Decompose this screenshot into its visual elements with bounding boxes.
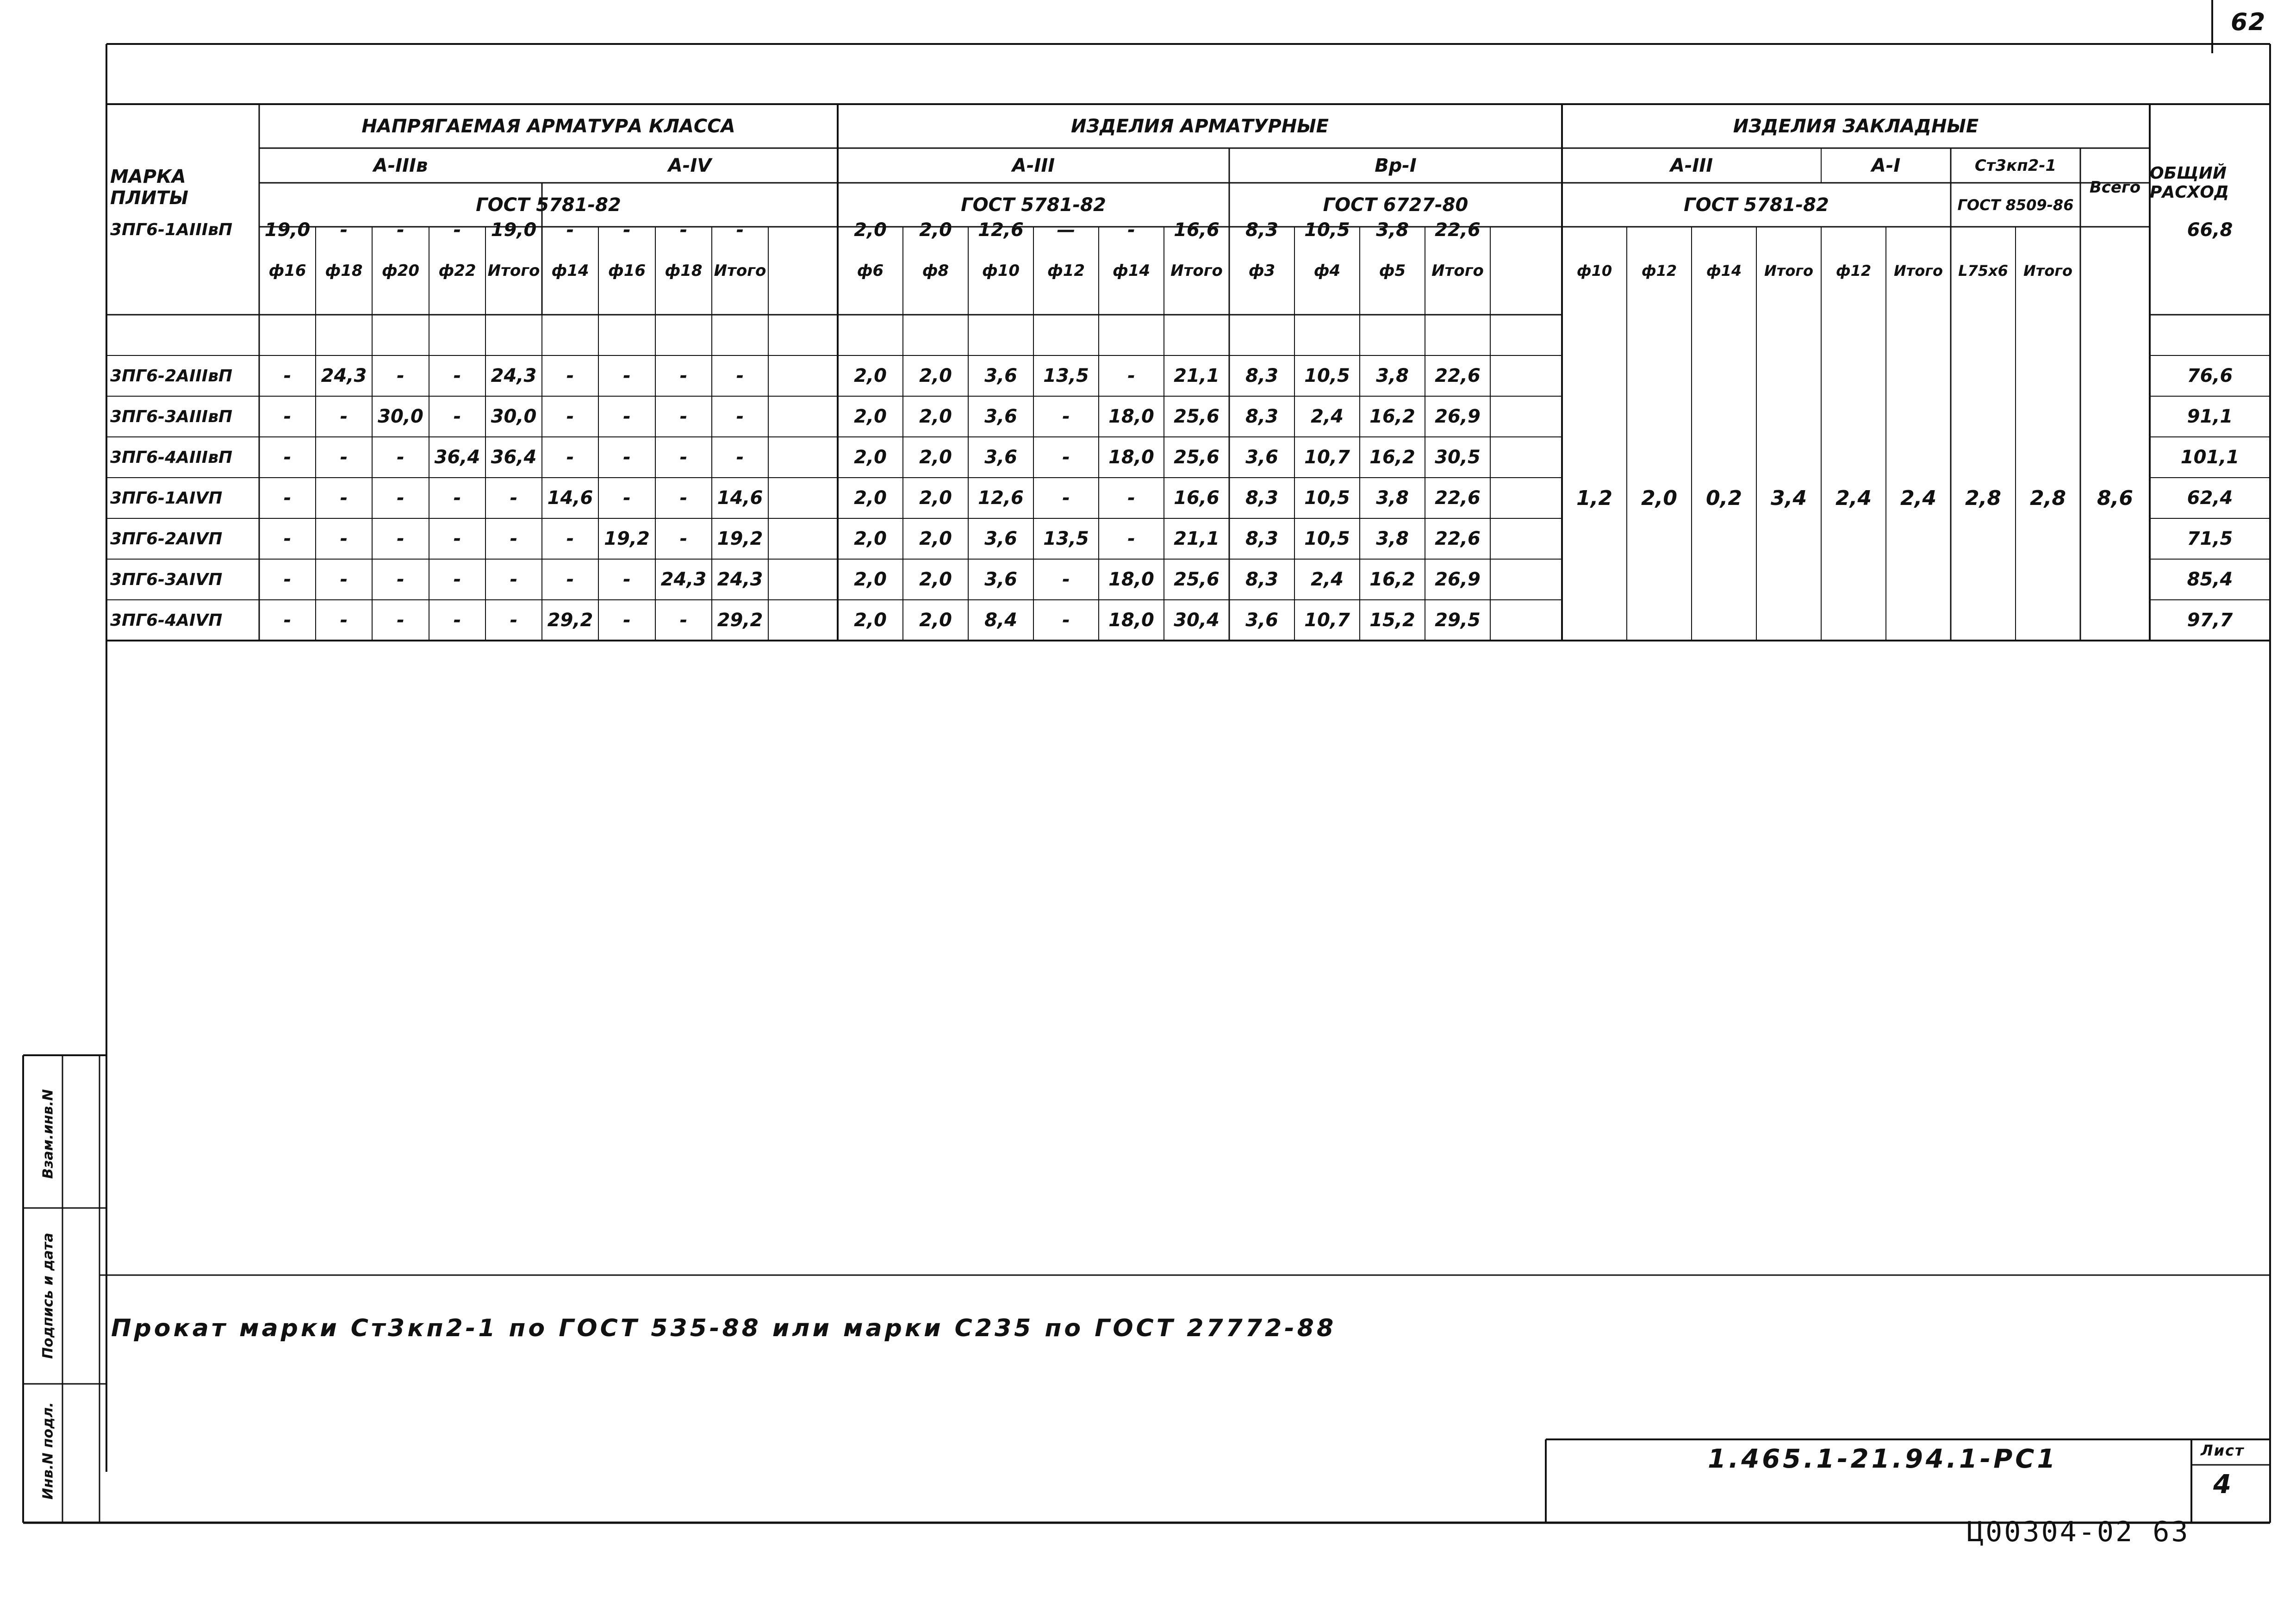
t1-row-napr-value: - [510,487,518,509]
t1-class-a: А-IIIв [373,155,428,176]
t1-col-zakl-4: ф12 [1836,262,1872,280]
t1-row-arm-value: 2,0 [919,406,952,427]
t1-row-arm-value: 3,6 [1245,610,1278,631]
t1-row-napr-value: - [397,610,404,631]
t1-row-arm-value: 10,7 [1304,447,1350,468]
t1-row-napr-value: - [283,569,292,590]
t1-row-total: 66,8 [2187,219,2233,241]
t1-row-arm-value: 2,0 [919,528,952,549]
t1-row-arm-value: 22,6 [1435,528,1481,549]
t1-row-arm-value: 18,0 [1108,569,1154,590]
t1-col-arm-1: ф8 [922,261,949,280]
t1-row-napr-value: - [340,447,348,468]
t1-row-napr-value: - [397,447,404,468]
t1-row-napr-value: - [340,528,348,549]
sheet-label: Лист [2201,1442,2245,1459]
t1-col-arm-9: Итого [1431,261,1484,280]
t1-row-napr-value: - [283,487,292,509]
t1-col-arm-4: ф14 [1112,261,1151,280]
t1-row-napr-value: - [453,487,461,509]
t1-row-napr-value: - [283,406,292,427]
t1-row-arm-value: 2,0 [854,610,887,631]
t1-row-arm-value: 2,0 [854,219,887,241]
t1-row-arm-value: - [1062,610,1070,631]
t1-row-napr-value: - [397,219,404,241]
t1-row-napr-value: 19,2 [717,528,763,549]
t1-col-zakl-5: Итого [1893,262,1943,280]
t1-row-arm-value: 30,5 [1435,447,1481,468]
t1-row-napr-value: - [566,219,574,241]
t1-row-arm-value: 3,8 [1376,365,1409,386]
t1-row-brand: 3ПГ6-4АIVП [110,610,223,630]
t1-row-napr-value: - [623,569,631,590]
t1-row-arm-value: 13,5 [1043,365,1089,386]
t1-row-brand: 3ПГ6-3АIVП [110,570,223,589]
t1-row-total: 101,1 [2180,447,2240,468]
t1-row-napr-value: - [283,528,292,549]
t1-row-napr-value: 24,3 [660,569,707,590]
t1-gost-arm2: ГОСТ 6727-80 [1323,194,1468,216]
t1-row-arm-value: 25,6 [1174,406,1220,427]
t1-col-arm-0: ф6 [857,261,884,280]
t1-zakl-value: 2,8 [1965,486,2001,510]
t1-row-arm-value: 3,6 [984,365,1017,386]
t1-row-arm-value: 10,5 [1304,219,1350,241]
t1-class-z3: Ст3кп2-1 [1974,156,2057,175]
archive-number: Ц00304-02 63 [1967,1516,2190,1548]
t1-row-arm-value: 10,5 [1304,365,1350,386]
side-label-signature-date: Подпись и дата [40,1233,56,1359]
t1-row-napr-value: - [566,528,574,549]
t1-row-napr-value: - [623,406,631,427]
t1-row-napr-value: 14,6 [547,487,593,509]
t1-col-napr-3: ф22 [438,261,476,280]
t1-row-napr-value: - [453,528,461,549]
t1-row-arm-value: 2,0 [919,365,952,386]
t1-row-napr-value: - [623,487,631,509]
t1-row-napr-value: - [736,365,744,386]
t1-row-arm-value: 3,8 [1376,487,1409,509]
t1-row-arm-value: 25,6 [1174,447,1220,468]
t1-row-napr-value: 30,0 [491,406,537,427]
t1-row-napr-value: - [453,406,461,427]
t1-row-napr-value: - [679,406,688,427]
t1-row-arm-value: 8,3 [1245,569,1278,590]
t1-row-arm-value: 8,3 [1245,406,1278,427]
t1-col-napr-2: ф20 [381,261,420,280]
t1-row-napr-value: - [566,365,574,386]
t1-header-brand: МАРКА ПЛИТЫ [110,166,188,209]
t1-row-arm-value: - [1062,447,1070,468]
t1-row-napr-value: - [736,219,744,241]
t1-col-zakl-3: Итого [1764,262,1813,280]
t1-row-arm-value: 2,4 [1311,569,1344,590]
t1-col-arm-8: ф5 [1379,261,1406,280]
t1-row-arm-value: 10,5 [1304,528,1350,549]
t1-class-arm2: Вр-I [1375,155,1417,176]
t1-row-napr-value: - [397,487,404,509]
t1-row-napr-value: - [397,528,404,549]
side-label-replace-inv: Взам.инв.N [40,1089,56,1179]
t1-zakl-value: 0,2 [1706,486,1742,510]
t1-row-arm-value: 15,2 [1369,610,1415,631]
t1-row-arm-value: 2,0 [854,365,887,386]
t1-row-napr-value: - [679,219,688,241]
t1-row-arm-value: 2,0 [919,569,952,590]
sheet-number: 4 [2213,1469,2232,1500]
t1-row-arm-value: 16,6 [1174,487,1220,509]
t1-row-napr-value: 30,0 [378,406,423,427]
t1-col-arm-7: ф4 [1313,261,1341,280]
t1-zakl-value: 2,4 [1836,486,1872,510]
t1-row-arm-value: 2,0 [854,447,887,468]
t1-row-arm-value: 3,6 [984,447,1017,468]
t1-row-napr-value: - [283,610,292,631]
t1-row-napr-value: - [623,447,631,468]
t1-col-napr-5: ф14 [551,261,589,280]
t1-row-napr-value: - [453,219,461,241]
t1-row-arm-value: 2,0 [854,406,887,427]
t1-gost-z1: ГОСТ 5781-82 [1684,194,1829,216]
t1-row-arm-value: 16,6 [1174,219,1220,241]
t1-row-napr-value: - [340,569,348,590]
t1-row-arm-value: 2,4 [1311,406,1344,427]
t1-row-arm-value: 10,7 [1304,610,1350,631]
t1-gost-napr: ГОСТ 5781-82 [476,194,621,216]
t1-row-total: 85,4 [2187,569,2233,590]
t1-col-zakl-2: ф14 [1706,262,1742,280]
t1-row-brand: 3ПГ6-4АIIIвП [110,448,233,467]
t1-row-napr-value: - [453,610,461,631]
t1-col-napr-7: ф18 [665,261,703,280]
t1-row-napr-value: - [679,365,688,386]
t1-col-arm-5: Итого [1170,261,1223,280]
t1-row-napr-value: - [397,365,404,386]
t1-header-izd-zakl: ИЗДЕЛИЯ ЗАКЛАДНЫЕ [1733,115,1979,137]
t1-col-napr-1: ф18 [325,261,363,280]
t1-row-napr-value: - [340,219,348,241]
t1-row-arm-value: 2,0 [854,487,887,509]
t1-zakl-value: 2,0 [1641,486,1677,510]
t1-row-arm-value: 3,6 [984,528,1017,549]
t1-row-arm-value: 25,6 [1174,569,1220,590]
t1-row-napr-value: - [340,406,348,427]
t1-col-arm-6: ф3 [1248,261,1276,280]
t1-row-arm-value: 3,8 [1376,219,1409,241]
t1-row-total: 76,6 [2187,365,2233,386]
t1-row-arm-value: - [1127,487,1135,509]
t1-row-arm-value: 12,6 [978,487,1024,509]
t1-row-arm-value: 16,2 [1369,447,1415,468]
t1-row-napr-value: 36,4 [491,447,537,468]
t1-col-napr-8: Итого [714,261,766,280]
t1-row-arm-value: 2,0 [919,219,952,241]
t1-row-napr-value: 19,0 [491,219,537,241]
t1-row-arm-value: 26,9 [1435,569,1481,590]
t1-col-napr-6: ф16 [608,261,646,280]
t1-row-arm-value: - [1062,569,1070,590]
t1-row-napr-value: - [566,447,574,468]
t1-row-arm-value: 8,3 [1245,528,1278,549]
t1-row-total: 71,5 [2187,528,2233,549]
t1-class-z1: А-III [1670,155,1713,176]
t1-row-arm-value: 8,3 [1245,219,1278,241]
t1-row-napr-value: 29,2 [547,610,593,631]
t1-row-napr-value: - [283,365,292,386]
t1-zakl-value: 2,4 [1900,486,1936,510]
t1-row-brand: 3ПГ6-2АIVП [110,529,223,548]
t1-row-arm-value: 18,0 [1108,447,1154,468]
t1-class-b: А-IV [668,155,712,176]
t1-row-napr-value: 19,2 [604,528,650,549]
t1-col-zakl-6: L75х6 [1958,262,2008,280]
t1-row-napr-value: - [679,528,688,549]
t1-zakl-value: 3,4 [1771,486,1807,510]
t1-row-arm-value: - [1127,528,1135,549]
t1-row-total: 97,7 [2187,610,2233,631]
t1-col-arm-3: ф12 [1047,261,1085,280]
t1-row-arm-value: 18,0 [1108,610,1154,631]
t1-gost-z3: ГОСТ 8509-86 [1957,196,2074,214]
t1-row-arm-value: 3,6 [1245,447,1278,468]
t1-row-napr-value: - [623,219,631,241]
t1-row-arm-value: 16,2 [1369,406,1415,427]
t1-row-arm-value: - [1062,487,1070,509]
t1-row-arm-value: 2,0 [919,610,952,631]
t1-zakl-total: 8,6 [2097,486,2133,510]
page-number: 62 [2231,8,2266,36]
t1-col-zakl-7: Итого [2023,262,2072,280]
t1-row-arm-value: 10,5 [1304,487,1350,509]
t1-row-arm-value: 12,6 [978,219,1024,241]
t1-row-napr-value: - [510,610,518,631]
t1-class-z2: А-I [1871,155,1901,176]
t1-row-arm-value: 13,5 [1043,528,1089,549]
t1-row-napr-value: - [283,447,292,468]
t1-row-napr-value: 24,3 [491,365,537,386]
t1-row-arm-value: — [1057,219,1076,241]
side-label-inv-original: Инв.N подл. [40,1402,56,1500]
t1-gost-arm1: ГОСТ 5781-82 [961,194,1106,216]
t1-row-napr-value: - [340,487,348,509]
t1-col-arm-2: ф10 [982,261,1020,280]
t1-row-napr-value: - [736,447,744,468]
document-code: 1.465.1-21.94.1-РС1 [1708,1444,2058,1474]
t1-col-zakl-1: ф12 [1641,262,1677,280]
t1-row-arm-value: - [1127,365,1135,386]
t1-row-arm-value: 3,6 [984,569,1017,590]
t1-row-brand: 3ПГ6-2АIIIвП [110,366,233,386]
t1-row-total: 91,1 [2187,406,2233,427]
t1-row-brand: 3ПГ6-1АIVП [110,488,223,508]
t1-row-arm-value: 29,5 [1435,610,1481,631]
t1-row-arm-value: 3,6 [984,406,1017,427]
t1-row-arm-value: 30,4 [1174,610,1220,631]
t1-row-napr-value: - [566,406,574,427]
t1-row-arm-value: 22,6 [1435,365,1481,386]
t1-row-arm-value: 8,3 [1245,487,1278,509]
t1-row-napr-value: - [510,528,518,549]
t1-row-napr-value: - [736,406,744,427]
t1-row-arm-value: 16,2 [1369,569,1415,590]
t1-row-arm-value: 2,0 [919,487,952,509]
t1-row-napr-value: 29,2 [717,610,763,631]
t1-row-arm-value: 3,8 [1376,528,1409,549]
t1-col-napr-4: Итого [487,261,540,280]
t1-row-arm-value: 21,1 [1174,528,1220,549]
t1-row-arm-value: 18,0 [1108,406,1154,427]
t1-header-total: ОБЩИЙ РАСХОД [2150,164,2229,202]
t1-row-napr-value: 24,3 [717,569,763,590]
t1-row-napr-value: - [453,569,461,590]
t1-row-napr-value: - [679,610,688,631]
t1-row-napr-value: - [679,487,688,509]
t1-row-arm-value: 22,6 [1435,219,1481,241]
t1-row-arm-value: 2,0 [854,528,887,549]
t1-row-arm-value: 21,1 [1174,365,1220,386]
t1-col-napr-0: ф16 [268,261,306,280]
t1-row-napr-value: - [510,569,518,590]
t1-zakl-value: 2,8 [2030,486,2066,510]
t1-row-arm-value: 8,4 [984,610,1017,631]
t1-zakl-vsego: Всего [2089,178,2141,197]
t1-row-arm-value: 26,9 [1435,406,1481,427]
t1-row-napr-value: - [340,610,348,631]
t1-row-napr-value: - [566,569,574,590]
t1-row-brand: 3ПГ6-1АIIIвП [110,220,233,239]
t1-class-arm1: А-III [1012,155,1055,176]
t1-zakl-value: 1,2 [1576,486,1612,510]
t1-row-arm-value: - [1062,406,1070,427]
t1-row-napr-value: 36,4 [434,447,480,468]
note-text: Прокат марки Ст3кп2-1 по ГОСТ 535-88 или марки С235 по ГОСТ 27772-88 [111,1314,1337,1342]
t1-row-napr-value: - [623,610,631,631]
t1-row-napr-value: - [623,365,631,386]
t1-col-zakl-0: ф10 [1576,262,1612,280]
t1-row-napr-value: 19,0 [264,219,311,241]
t1-row-total: 62,4 [2187,487,2233,509]
t1-header-napr: НАПРЯГАЕМАЯ АРМАТУРА КЛАССА [361,115,735,137]
t1-row-arm-value: 2,0 [919,447,952,468]
t1-row-arm-value: - [1127,219,1135,241]
t1-row-napr-value: - [397,569,404,590]
t1-row-arm-value: 8,3 [1245,365,1278,386]
t1-header-izd-arm: ИЗДЕЛИЯ АРМАТУРНЫЕ [1071,115,1329,137]
t1-row-napr-value: - [453,365,461,386]
t1-row-napr-value: - [679,447,688,468]
t1-row-brand: 3ПГ6-3АIIIвП [110,407,233,426]
t1-row-arm-value: 22,6 [1435,487,1481,509]
t1-row-napr-value: 24,3 [321,365,367,386]
t1-row-arm-value: 2,0 [854,569,887,590]
t1-row-napr-value: 14,6 [717,487,763,509]
